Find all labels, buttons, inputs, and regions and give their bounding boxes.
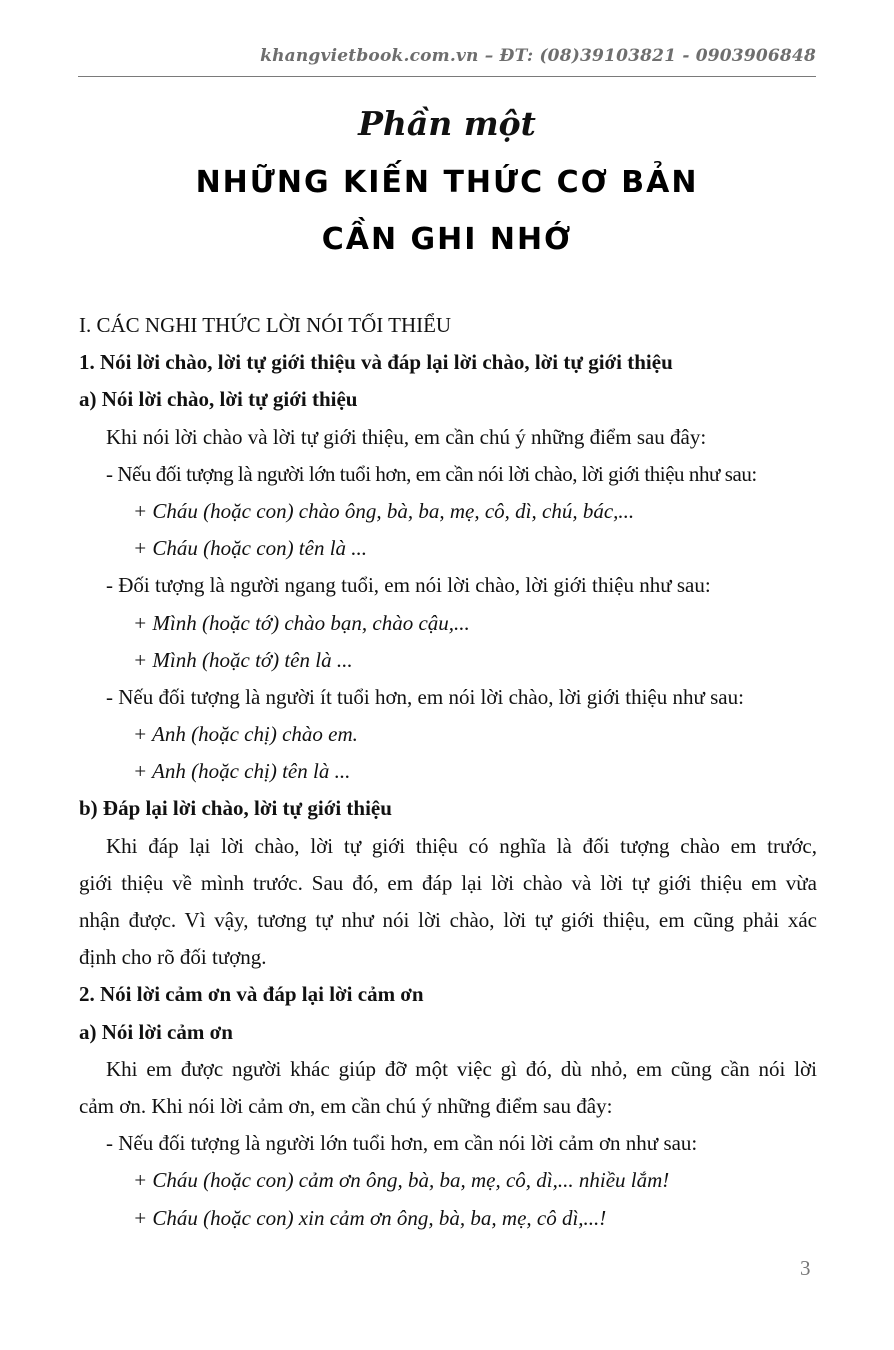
paragraph-line: cảm ơn. Khi nói lời cảm ơn, em cần chú ý những điểm sau đây: xyxy=(79,1093,613,1118)
example-text: + Anh (hoặc chị) chào em. xyxy=(133,722,358,747)
example-text: + Cháu (hoặc con) tên là ... xyxy=(133,536,368,561)
page-body xyxy=(79,307,817,1237)
example-item xyxy=(79,1200,817,1237)
chapter-title-line-2: CẦN GHI NHỚ xyxy=(321,222,573,257)
paragraph-line: định cho rõ đối tượng. xyxy=(79,945,267,970)
example-text: + Cháu (hoặc con) xin cảm ơn ông, bà, ba, mẹ, cô dì,...! xyxy=(133,1205,607,1230)
example-text: + Mình (hoặc tớ) tên là ... xyxy=(133,647,353,672)
example-item xyxy=(79,530,817,567)
chapter-title-line-1: NHỮNG KIẾN THỨC CƠ BẢN xyxy=(195,165,699,200)
example-item xyxy=(79,493,817,530)
section-heading-I: I. CÁC NGHI THỨC LỜI NÓI TỐI THIỂU xyxy=(79,313,452,337)
paragraph-line: nhận được. Vì vậy, tương tự như nói lời chào, lời tự giới thiệu, em cũng phải xác xyxy=(79,908,817,932)
example-item xyxy=(79,753,817,790)
page-header: khangvietbook.com.vn – ĐT: (08)39103821 - 0903906848 xyxy=(260,46,816,66)
subsection-heading-1: 1. Nói lời chào, lời tự giới thiệu và đáp lại lời chào, lời tự giới thiệu xyxy=(79,350,673,375)
example-item xyxy=(79,605,817,642)
example-text: + Cháu (hoặc con) cảm ơn ông, bà, ba, mẹ, cô, dì,... nhiều lắm! xyxy=(133,1168,670,1193)
paragraph-line: giới thiệu về mình trước. Sau đó, em đáp lại lời chào và lời tự giới thiệu em vừa xyxy=(79,870,817,895)
example-item xyxy=(79,642,817,679)
example-text: + Cháu (hoặc con) chào ông, bà, ba, mẹ, cô, dì, chú, bác,... xyxy=(133,498,635,523)
example-item xyxy=(79,1162,817,1199)
paragraph-line: Khi em được người khác giúp đỡ một việc gì đó, dù nhỏ, em cũng cần nói lời xyxy=(106,1056,817,1081)
example-text: + Mình (hoặc tớ) chào bạn, chào cậu,... xyxy=(133,610,470,635)
example-text: + Anh (hoặc chị) tên là ... xyxy=(133,759,351,784)
subsection-heading-1a: a) Nói lời chào, lời tự giới thiệu xyxy=(79,387,358,412)
paragraph-1a-intro: Khi nói lời chào và lời tự giới thiệu, em cần chú ý những điểm sau đây: xyxy=(106,424,707,449)
example-item xyxy=(79,716,817,753)
list-item-older-thanks: - Nếu đối tượng là người lớn tuổi hơn, em cần nói lời cảm ơn như sau: xyxy=(106,1131,698,1156)
list-item-younger: - Nếu đối tượng là người ít tuổi hơn, em nói lời chào, lời giới thiệu như sau: xyxy=(106,684,744,709)
subsection-heading-2: 2. Nói lời cảm ơn và đáp lại lời cảm ơn xyxy=(79,982,424,1007)
subsection-heading-1b: b) Đáp lại lời chào, lời tự giới thiệu xyxy=(79,796,392,821)
list-item-same-age: - Đối tượng là người ngang tuổi, em nói lời chào, lời giới thiệu như sau: xyxy=(106,573,711,598)
header-divider xyxy=(78,76,816,77)
part-title: Phần một xyxy=(358,104,536,143)
subsection-heading-2a: a) Nói lời cảm ơn xyxy=(79,1019,233,1044)
list-item-older: - Nếu đối tượng là người lớn tuổi hơn, em cần nói lời chào, lời giới thiệu như sau: xyxy=(106,461,757,486)
paragraph-line: Khi đáp lại lời chào, lời tự giới thiệu có nghĩa là đối tượng chào em trước, xyxy=(106,833,817,858)
page-number: 3 xyxy=(800,1256,811,1280)
